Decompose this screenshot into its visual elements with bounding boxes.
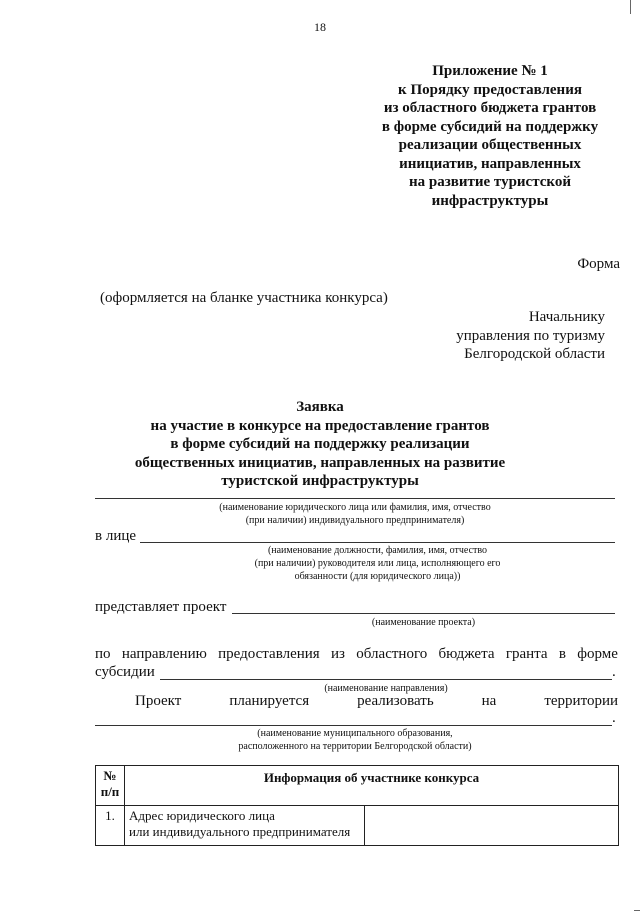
participant-info-table — [95, 765, 619, 846]
title-line: Заявка — [296, 399, 344, 415]
title-line: общественных инициатив, направленных на развитие — [134, 454, 506, 471]
table-header-info: Информация об участнике конкурса — [125, 766, 619, 806]
territory-sentence: Проект планируется реализовать на территории — [135, 693, 618, 709]
period: . — [612, 664, 616, 680]
blank-note: (оформляется на бланке участника конкурса) — [100, 290, 388, 306]
project-caption: (наименование проекта) — [371, 617, 476, 628]
in-person-label: в лице — [95, 528, 137, 544]
row-number: 1. — [96, 806, 125, 846]
table-header-row — [96, 766, 619, 806]
territory-caption: (наименование муниципального образования, расположенного на территории Белгородской области) — [238, 728, 472, 752]
appendix-header — [355, 62, 625, 210]
appendix-line: из областного бюджета грантов — [383, 100, 597, 116]
representative-field[interactable] — [140, 542, 615, 543]
title-line: туристской инфраструктуры — [221, 473, 419, 489]
representative-caption: (наименование должности, фамилия, имя, отчество (при наличии) руководителя или лица, исполняющего его обязанности (для юридического лица)) — [254, 545, 501, 582]
direction-caption: (наименование направления) — [324, 683, 448, 694]
recipient-line: Начальнику — [528, 309, 605, 325]
applicant-name-field[interactable] — [95, 498, 615, 499]
table-row — [96, 806, 619, 846]
appendix-line: на развитие туристской — [408, 174, 572, 190]
recipient-line: управления по туризму — [456, 327, 605, 344]
applicant-caption: (наименование юридического лица или фамилия, имя, отчество (при наличии) индивидуального предпринимателя) — [219, 502, 491, 526]
scan-artifact — [630, 0, 631, 14]
form-label: Форма — [577, 256, 620, 272]
appendix-line: к Порядку предоставления — [398, 81, 582, 98]
page-number: 18 — [314, 20, 326, 34]
scan-artifact — [634, 910, 640, 911]
title-line: в форме субсидий на поддержку реализации — [170, 436, 470, 452]
project-label: представляет проект — [95, 599, 227, 615]
application-title — [0, 398, 640, 491]
project-name-field[interactable] — [232, 613, 615, 614]
recipient-block — [450, 308, 605, 364]
period: . — [612, 710, 616, 726]
subsidy-label: субсидии — [95, 664, 155, 680]
appendix-line: инициатив, направленных — [399, 155, 581, 172]
direction-sentence: по направлению предоставления из областного бюджета гранта в форме — [95, 646, 618, 662]
appendix-line: в форме субсидий на поддержку — [381, 118, 599, 135]
appendix-line: инфраструктуры — [431, 192, 549, 209]
table-header-num: № п/п — [96, 766, 125, 806]
row-label: Адрес юридического лица или индивидуального предпринимателя — [125, 806, 365, 846]
territory-field[interactable] — [95, 725, 612, 726]
appendix-line: реализации общественных — [398, 137, 582, 153]
appendix-line: Приложение № 1 — [432, 63, 548, 79]
row-value-cell[interactable] — [365, 806, 619, 846]
recipient-line: Белгородской области — [464, 346, 605, 362]
title-line: на участие в конкурсе на предоставление грантов — [150, 417, 490, 434]
direction-field[interactable] — [160, 679, 612, 680]
